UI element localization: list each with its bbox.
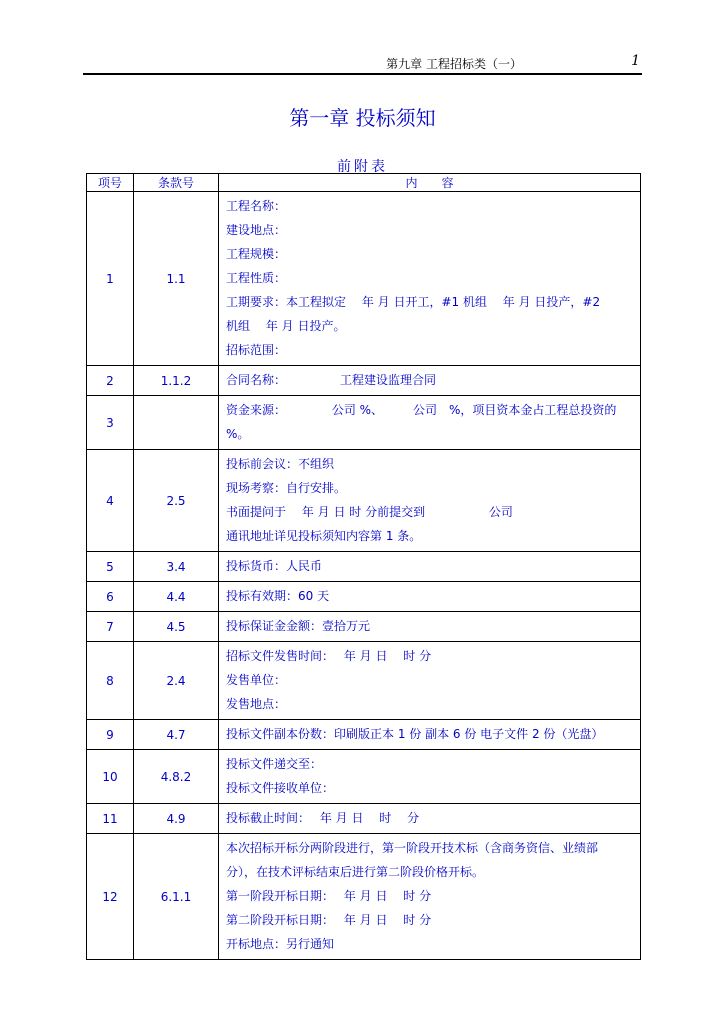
chapter-title: 第一章 投标须知 xyxy=(289,106,436,130)
content-line: 开标地点：另行通知 xyxy=(226,937,335,951)
clause-number: 2.5 xyxy=(134,450,219,552)
table-row xyxy=(87,612,641,642)
table-row xyxy=(87,366,641,396)
clause-number: 1.1 xyxy=(134,192,219,366)
page-number: 1 xyxy=(631,53,640,69)
content-cell xyxy=(219,720,641,750)
content-line: 招标文件发售时间： 年 月 日 时 分 xyxy=(226,649,432,663)
content-line: 资金来源： 公司 %、 公司 %，项目资本金占工程总投资的 xyxy=(226,403,617,417)
table-row xyxy=(87,834,641,960)
clause-number: 1.1.2 xyxy=(134,366,219,396)
content-line: 投标货币：人民币 xyxy=(226,559,323,573)
column-header-content: 内 容 xyxy=(219,174,641,192)
table-row xyxy=(87,750,641,804)
content-line: 投标文件副本份数：印刷版正本 1 份 副本 6 份 电子文件 2 份（光盘） xyxy=(226,727,604,741)
content-line: 机组 年 月 日投产。 xyxy=(226,319,346,333)
table-row xyxy=(87,450,641,552)
content-line: 工程规模： xyxy=(226,247,287,261)
column-header-clause: 条款号 xyxy=(134,174,219,192)
content-cell xyxy=(219,396,641,450)
content-cell xyxy=(219,612,641,642)
table-row xyxy=(87,582,641,612)
table-row xyxy=(87,192,641,366)
content-cell xyxy=(219,834,641,960)
table-row xyxy=(87,804,641,834)
item-number: 10 xyxy=(87,750,134,804)
content-cell xyxy=(219,642,641,720)
content-line: 工程名称： xyxy=(226,199,287,213)
column-header-item: 项号 xyxy=(87,174,134,192)
content-cell xyxy=(219,366,641,396)
content-line: 建设地点： xyxy=(226,223,287,237)
content-line: 投标前会议：不组织 xyxy=(226,457,335,471)
content-line: 发售地点： xyxy=(226,697,287,711)
content-line: 工期要求：本工程拟定 年 月 日开工，#1 机组 年 月 日投产，#2 xyxy=(226,295,601,309)
content-line: 工程性质： xyxy=(226,271,287,285)
content-line: 投标保证金金额：壹拾万元 xyxy=(226,619,371,633)
item-number: 12 xyxy=(87,834,134,960)
content-line: 投标有效期：60 天 xyxy=(226,589,330,603)
clause-number: 4.8.2 xyxy=(134,750,219,804)
content-line: 投标截止时间： 年 月 日 时 分 xyxy=(226,811,420,825)
item-number: 11 xyxy=(87,804,134,834)
content-line: 第一阶段开标日期： 年 月 日 时 分 xyxy=(226,889,432,903)
clause-number xyxy=(134,396,219,450)
content-line: 投标文件接收单位： xyxy=(226,781,335,795)
clause-number: 4.4 xyxy=(134,582,219,612)
table-header-row xyxy=(87,174,641,192)
content-cell xyxy=(219,450,641,552)
item-number: 1 xyxy=(87,192,134,366)
content-line: 合同名称： 工程建设监理合同 xyxy=(226,373,437,387)
content-line: 分），在技术评标结束后进行第二阶段价格开标。 xyxy=(226,865,485,879)
content-line: 本次招标开标分两阶段进行，第一阶段开技术标（含商务资信、业绩部 xyxy=(226,841,599,855)
table-caption: 前附表 xyxy=(337,159,388,175)
item-number: 6 xyxy=(87,582,134,612)
table-row xyxy=(87,720,641,750)
content-line: 第二阶段开标日期： 年 月 日 时 分 xyxy=(226,913,432,927)
item-number: 9 xyxy=(87,720,134,750)
clause-number: 4.5 xyxy=(134,612,219,642)
table-row xyxy=(87,552,641,582)
item-number: 3 xyxy=(87,396,134,450)
header-chapter-label: 第九章 工程招标类（一） xyxy=(386,57,522,71)
page-header xyxy=(83,54,642,75)
clause-number: 2.4 xyxy=(134,642,219,720)
clause-number: 6.1.1 xyxy=(134,834,219,960)
content-cell xyxy=(219,582,641,612)
content-line: 投标文件递交至： xyxy=(226,757,323,771)
content-line: 招标范围： xyxy=(226,343,287,357)
content-cell xyxy=(219,804,641,834)
clause-number: 4.7 xyxy=(134,720,219,750)
content-cell xyxy=(219,750,641,804)
content-cell xyxy=(219,552,641,582)
table-row xyxy=(87,642,641,720)
front-appendix-table xyxy=(86,173,641,960)
clause-number: 3.4 xyxy=(134,552,219,582)
clause-number: 4.9 xyxy=(134,804,219,834)
content-line: 通讯地址详见投标须知内容第 1 条。 xyxy=(226,529,422,543)
item-number: 4 xyxy=(87,450,134,552)
table-row xyxy=(87,396,641,450)
content-line: 书面提问于 年 月 日 时 分前提交到 公司 xyxy=(226,505,513,519)
item-number: 7 xyxy=(87,612,134,642)
content-line: 发售单位： xyxy=(226,673,287,687)
content-line: %。 xyxy=(226,427,250,441)
content-line: 现场考察：自行安排。 xyxy=(226,481,347,495)
item-number: 2 xyxy=(87,366,134,396)
item-number: 5 xyxy=(87,552,134,582)
item-number: 8 xyxy=(87,642,134,720)
content-cell xyxy=(219,192,641,366)
